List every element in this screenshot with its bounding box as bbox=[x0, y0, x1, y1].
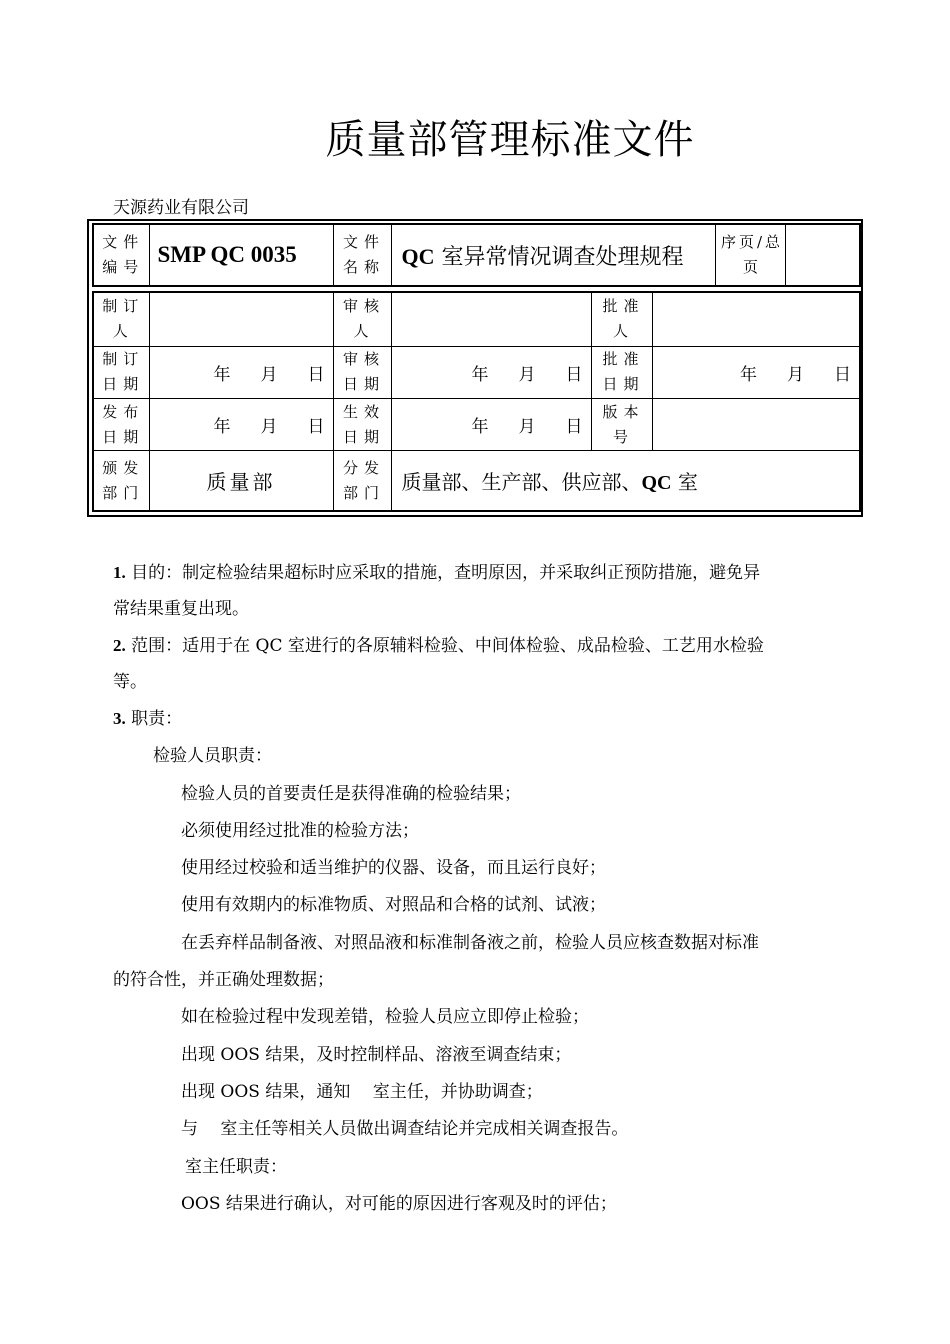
effective-date-label: 生效日期 bbox=[333, 398, 391, 450]
page-label: 序页/总页 bbox=[715, 224, 785, 286]
doc-no: SMP QC 0035 bbox=[149, 224, 333, 286]
inspector-duty-item: 检验人员的首要责任是获得准确的检验结果； bbox=[181, 784, 521, 804]
day-label: 日 bbox=[307, 364, 325, 385]
section-number: 1. bbox=[113, 563, 126, 582]
author-label: 制订人 bbox=[93, 292, 149, 346]
dist-depts-suffix: 室 bbox=[671, 470, 698, 495]
inspector-duty-item: 在丢弃样品制备液、对照品液和标准制备液之前，检验人员应核查数据对标准 bbox=[181, 933, 759, 953]
document-info-table bbox=[92, 223, 861, 287]
document-title: 质量部管理标准文件 bbox=[325, 117, 695, 163]
approve-date bbox=[652, 346, 860, 398]
section-1-line-2: 常结果重复出现。 bbox=[113, 599, 249, 619]
dist-depts bbox=[391, 451, 860, 511]
page-value bbox=[785, 224, 860, 286]
month-label: 月 bbox=[787, 364, 804, 385]
day-label: 日 bbox=[565, 364, 583, 385]
reviewer-value bbox=[391, 292, 591, 346]
section-2-line-1 bbox=[113, 628, 840, 664]
doc-name-label: 文件名称 bbox=[333, 224, 391, 286]
inspector-duty-item: 使用经过校验和适当维护的仪器、设备，而且运行良好； bbox=[181, 858, 606, 878]
inspector-duty-item: 必须使用经过批准的检验方法； bbox=[181, 821, 419, 841]
inspector-duty-item: 出现 OOS 结果，及时控制样品、溶液至调查结束； bbox=[181, 1045, 572, 1065]
issue-dept: 质量部 bbox=[149, 451, 333, 511]
month-label: 月 bbox=[260, 364, 278, 385]
approval-table bbox=[92, 291, 861, 512]
month-label: 月 bbox=[518, 364, 536, 385]
day-label: 日 bbox=[565, 417, 583, 438]
draft-date-label: 制订日期 bbox=[93, 346, 149, 398]
doc-name bbox=[391, 224, 715, 286]
section-3-heading bbox=[113, 701, 840, 737]
draft-date bbox=[149, 346, 333, 398]
doc-name-rest: 室异常情况调查处理规程 bbox=[434, 244, 684, 270]
section-text: 目的：制定检验结果超标时应采取的措施，查明原因，并采取纠正预防措施，避免异 bbox=[125, 563, 761, 583]
day-label: 日 bbox=[307, 417, 325, 438]
month-label: 月 bbox=[260, 417, 278, 438]
issue-dept-label: 颁发部门 bbox=[93, 451, 149, 511]
day-label: 日 bbox=[834, 364, 851, 385]
version-label: 版本号 bbox=[591, 398, 652, 450]
approver-label: 批准人 bbox=[591, 292, 652, 346]
supervisor-duties-title: 室主任职责： bbox=[185, 1157, 287, 1177]
year-label: 年 bbox=[740, 364, 757, 385]
author-value bbox=[149, 292, 333, 346]
supervisor-duty-item: OOS 结果进行确认，对可能的原因进行客观及时的评估； bbox=[181, 1194, 617, 1214]
effective-date bbox=[391, 398, 591, 450]
approver-value bbox=[652, 292, 860, 346]
year-label: 年 bbox=[213, 364, 231, 385]
section-text: 范围：适用于在 QC 室进行的各原辅料检验、中间体检验、成品检验、工艺用水检验 bbox=[125, 636, 764, 656]
doc-name-prefix: QC bbox=[401, 243, 435, 269]
company-name: 天源药业有限公司 bbox=[113, 198, 249, 218]
issue-date bbox=[149, 398, 333, 450]
section-number: 2. bbox=[113, 636, 126, 655]
review-date bbox=[391, 346, 591, 398]
approve-date-label: 批准日期 bbox=[591, 346, 652, 398]
section-number: 3. bbox=[113, 709, 126, 728]
inspector-duty-item-cont: 的符合性，并正确处理数据； bbox=[113, 970, 334, 990]
inspector-duties-title: 检验人员职责： bbox=[153, 746, 272, 766]
inspector-duty-item: 使用有效期内的标准物质、对照品和合格的试剂、试液； bbox=[181, 895, 606, 915]
section-2-line-2: 等。 bbox=[113, 672, 147, 692]
inspector-duty-item: 与 室主任等相关人员做出调查结论并完成相关调查报告。 bbox=[181, 1119, 629, 1139]
reviewer-label: 审核人 bbox=[333, 292, 391, 346]
doc-no-label: 文件编号 bbox=[93, 224, 149, 286]
dist-dept-label: 分发部门 bbox=[333, 451, 391, 511]
dist-qc: QC bbox=[641, 472, 672, 495]
year-label: 年 bbox=[471, 417, 489, 438]
month-label: 月 bbox=[518, 417, 536, 438]
issue-date-label: 发布日期 bbox=[93, 398, 149, 450]
section-1-line-1 bbox=[113, 555, 840, 591]
version-value bbox=[652, 398, 860, 450]
year-label: 年 bbox=[471, 364, 489, 385]
dist-depts-prefix: 质量部、生产部、供应部、 bbox=[401, 470, 642, 495]
inspector-duty-item: 如在检验过程中发现差错，检验人员应立即停止检验； bbox=[181, 1007, 589, 1027]
year-label: 年 bbox=[213, 417, 231, 438]
review-date-label: 审核日期 bbox=[333, 346, 391, 398]
inspector-duty-item: 出现 OOS 结果，通知 室主任，并协助调查； bbox=[181, 1082, 543, 1102]
section-text: 职责： bbox=[125, 709, 183, 729]
